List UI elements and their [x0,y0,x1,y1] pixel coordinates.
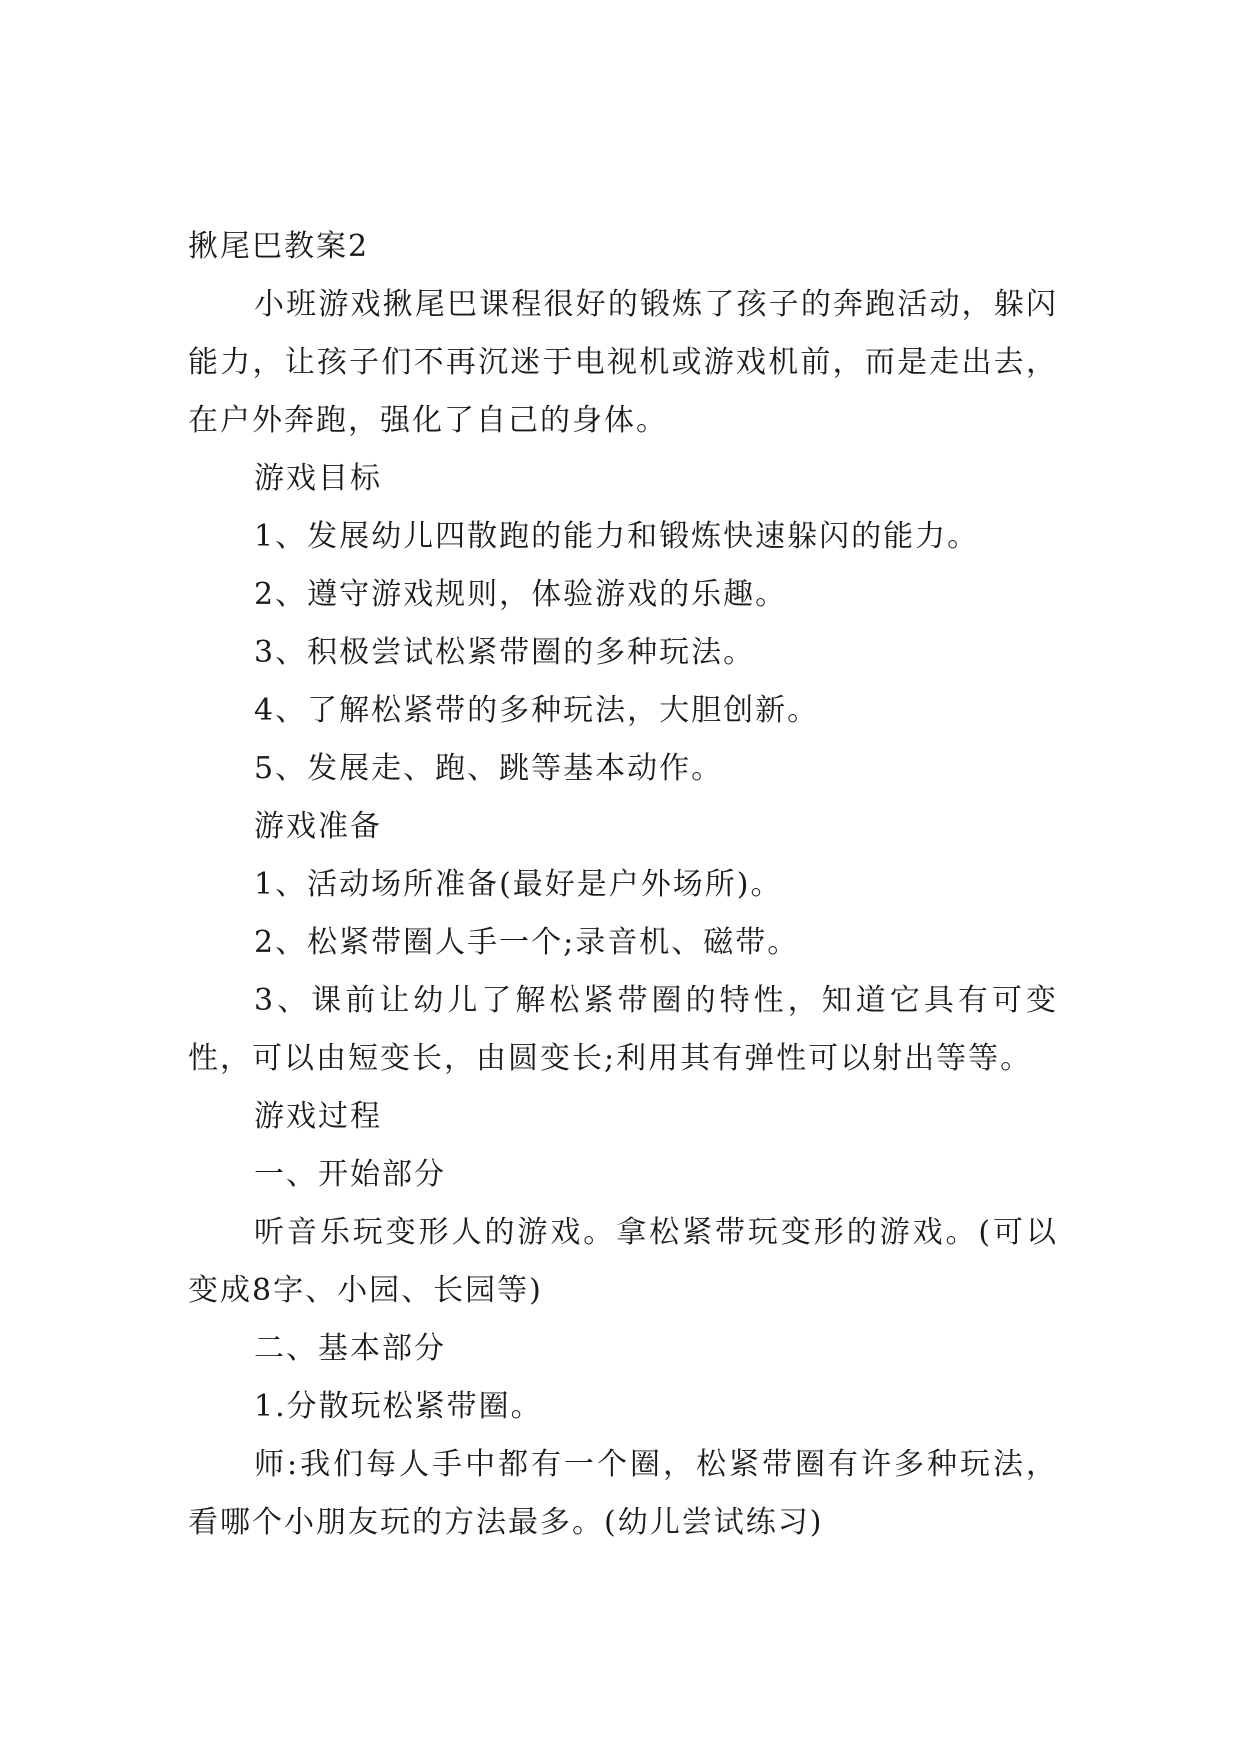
document-title: 揪尾巴教案2 [188,229,370,264]
document-body [188,218,1058,1552]
goal-item: 1、发展幼儿四散跑的能力和锻炼快速躲闪的能力。 [254,519,980,554]
goals-heading: 游戏目标 [254,461,382,496]
prep-item: 1、活动场所准备(最好是户外场所)。 [254,867,783,902]
goal-item: 3、积极尝试松紧带圈的多种玩法。 [254,635,756,670]
teacher-paragraph: 师:我们每人手中都有一个圈，松紧带圈有许多种玩法，看哪个小朋友玩的方法最多。(幼儿尝试练习) [188,1447,1058,1540]
process-heading: 游戏过程 [254,1099,382,1134]
prep-heading: 游戏准备 [254,809,382,844]
intro-paragraph: 小班游戏揪尾巴课程很好的锻炼了孩子的奔跑活动，躲闪能力，让孩子们不再沉迷于电视机或游戏机前，而是走出去，在户外奔跑，强化了自己的身体。 [188,287,1058,438]
part1-heading: 一、开始部分 [254,1157,446,1192]
prep-item: 2、松紧带圈人手一个;录音机、磁带。 [254,925,800,960]
goal-item: 2、遵守游戏规则，体验游戏的乐趣。 [254,577,788,612]
goal-item: 5、发展走、跑、跳等基本动作。 [254,751,724,786]
part2-item: 1.分散玩松紧带圈。 [254,1389,543,1424]
part2-heading: 二、基本部分 [254,1331,446,1366]
prep-item: 3、课前让幼儿了解松紧带圈的特性，知道它具有可变性，可以由短变长，由圆变长;利用其有弹性可以射出等等。 [188,983,1058,1076]
part1-paragraph: 听音乐玩变形人的游戏。拿松紧带玩变形的游戏。(可以变成8字、小园、长园等) [188,1215,1058,1308]
goal-item: 4、了解松紧带的多种玩法，大胆创新。 [254,693,820,728]
